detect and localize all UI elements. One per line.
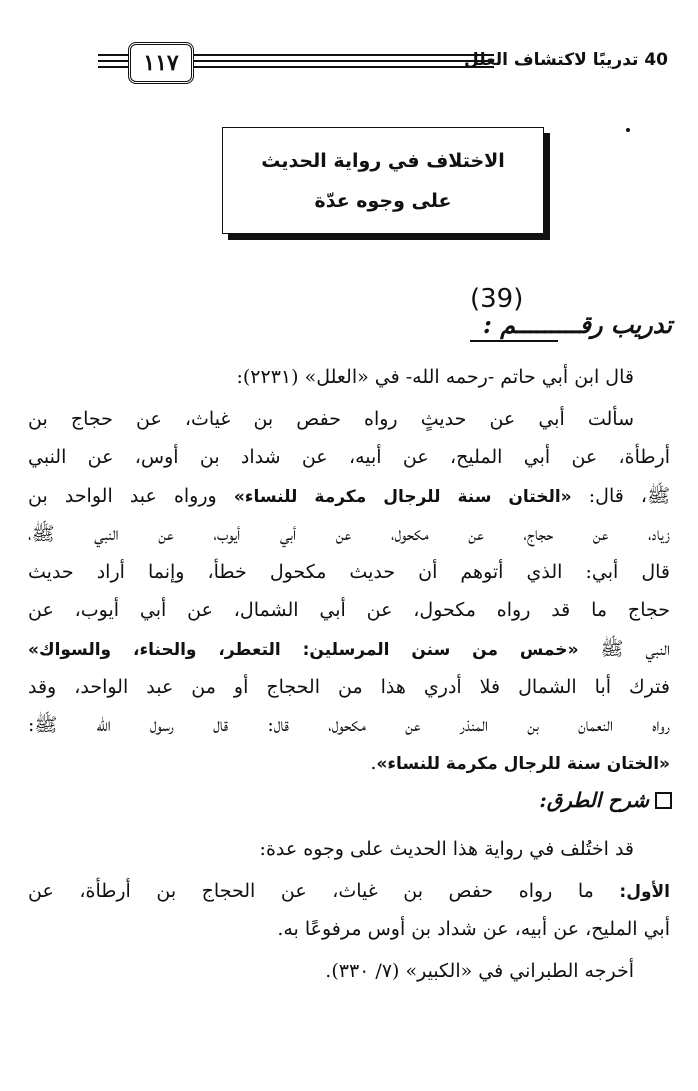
text-segment: النبي ﷺ	[578, 638, 670, 660]
text-line	[28, 876, 670, 907]
text-line: قال ابن أبي حاتم -رحمه الله- في «العلل» (٢٢٣١):	[236, 366, 634, 388]
page-header	[98, 42, 668, 86]
chapter-title-box	[222, 127, 544, 234]
text-segment: ما رواه حفص بن غياث، عن الحجاج بن أرطأة، عن	[28, 880, 620, 902]
text-line: سألت أبي عن حديثٍ رواه حفص بن غياث، عن حجاج بن	[28, 408, 634, 430]
text-segment: ورواه عبد الواحد بن	[28, 485, 234, 507]
header-rule	[98, 54, 128, 56]
text-line: زياد، عن حجاج، عن مكحول، عن أبي أيوب، عن النبي ﷺ،	[28, 523, 670, 545]
text-line: أبي المليح، عن أبيه، عن شداد بن أوس مرفوعًا به.	[277, 918, 670, 940]
chapter-title-line2: على وجوه عدّة	[314, 189, 452, 212]
text-line	[28, 634, 670, 665]
text-segment: ﷺ، قال:	[571, 485, 670, 507]
header-rule	[194, 60, 494, 62]
text-line: رواه النعمان بن المنذر عن مكحول، قال: قال رسول الله ﷺ:	[28, 714, 670, 736]
text-line: حجاج ما قد رواه مكحول، عن أبي الشمال، عن أبي أيوب، عن	[28, 599, 670, 621]
text-line: فترك أبا الشمال فلا أدري هذا من الحجاج أو من عبد الواحد، وقد	[28, 676, 670, 698]
text-line	[28, 481, 670, 512]
training-number-underline	[470, 340, 558, 342]
stray-dot	[626, 128, 630, 132]
hadith-quote: «خمس من سنن المرسلين: التعطر، والحناء، والسواك»	[28, 640, 579, 660]
text-line: قد اختُلف في رواية هذا الحديث على وجوه عدة:	[259, 838, 634, 860]
header-rule	[194, 54, 494, 56]
page-number: ١١٧	[128, 42, 194, 84]
header-rule	[194, 66, 494, 68]
square-bullet-icon	[655, 792, 672, 809]
chapter-title-line1: الاختلاف في رواية الحديث	[261, 149, 505, 172]
text-line: قال أبي: الذي أتوهم أن حديث مكحول خطأ، وإنما أراد حديث	[28, 561, 670, 583]
running-title: 40 تدريبًا لاكتشاف العلل	[464, 50, 668, 70]
hadith-quote: «الختان سنة للرجال مكرمة للنساء»	[233, 487, 572, 507]
section-heading	[539, 788, 672, 812]
training-label: تدريب رقـــــــــم :	[483, 310, 672, 339]
text-line: أخرجه الطبراني في «الكبير» (٧/ ٣٣٠).	[325, 960, 634, 982]
text-line: أرطأة، عن أبي المليح، عن أبيه، عن شداد بن أوس، عن النبي	[28, 446, 670, 468]
header-rule	[98, 60, 128, 62]
hadith-quote: «الختان سنة للرجال مكرمة للنساء»	[376, 754, 670, 774]
item-label: الأول:	[619, 882, 670, 902]
text-line	[28, 748, 670, 779]
header-rule	[98, 66, 128, 68]
training-number: (39)	[470, 284, 524, 314]
section-title: شرح الطرق:	[539, 788, 649, 812]
text-segment: .	[370, 752, 377, 774]
